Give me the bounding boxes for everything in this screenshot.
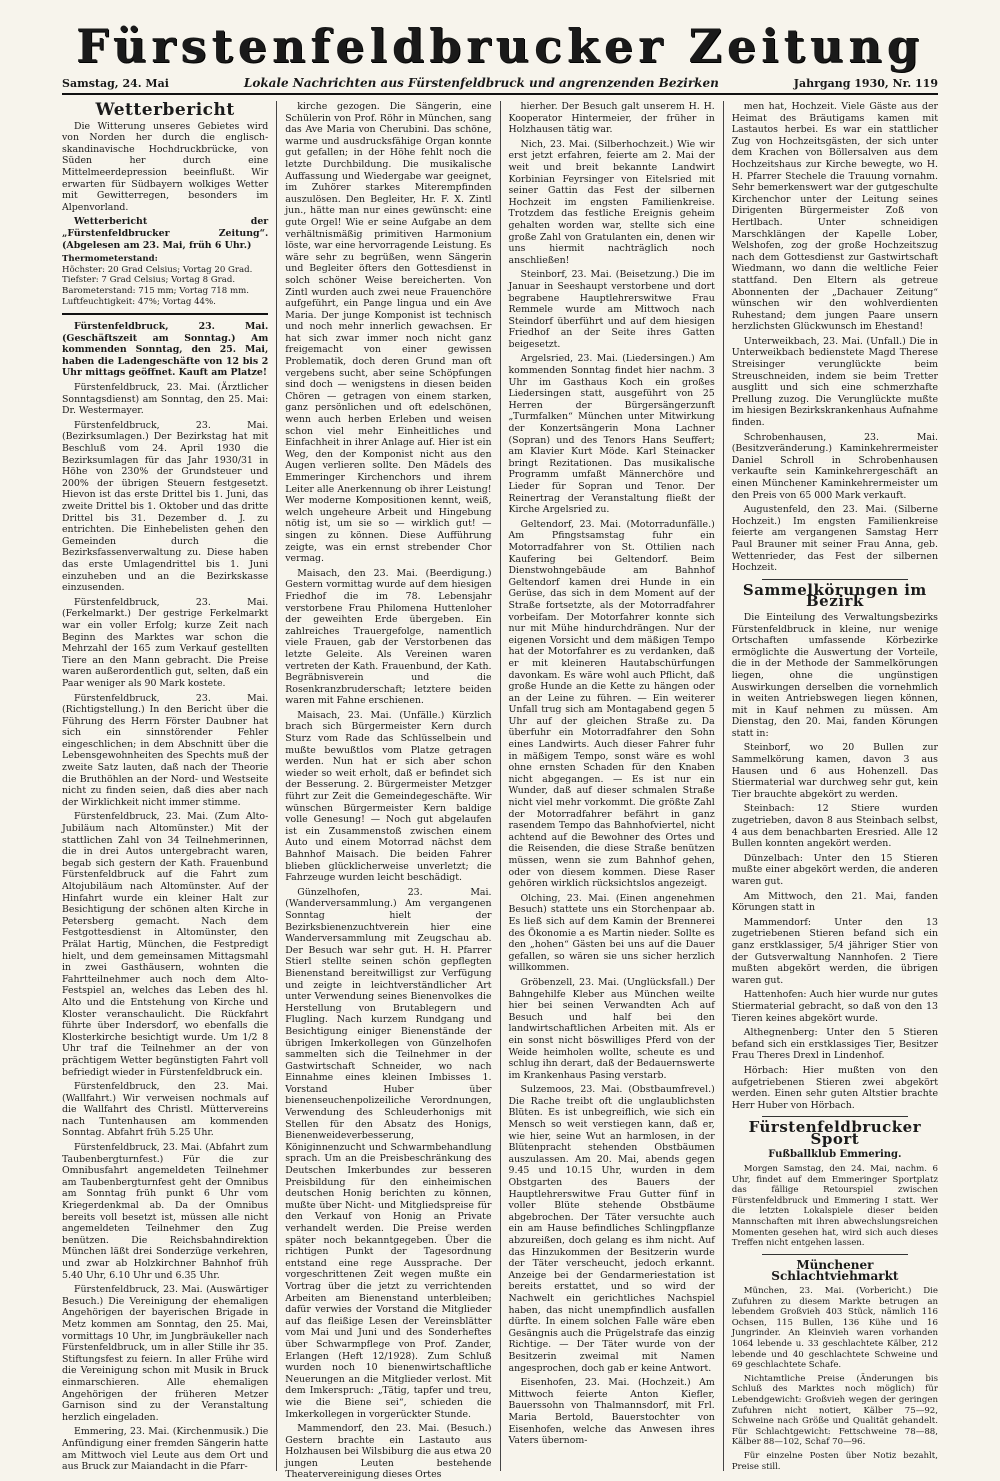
weather-subheading: Wetterbericht der „Fürstenfeldbrucker Zeitung“. (Abgelesen am 23. Mai, früh 6 Uhr.)	[62, 216, 269, 251]
issue-date: Samstag, 24. Mai	[62, 77, 169, 90]
article: Nichtamtliche Preise (Änderungen bis Schluß des Marktes noch möglich) für Lebendgewicht: Großvieh wegen der geringen Zufuhren nicht notiert, Kälber 75—92, Schweine nach Größe und Qualität gehandelt. Für Schlachtgewicht: Fettschweine 78—88, Kälber 88—102, Schaf 70—96.	[731, 1373, 938, 1448]
article: Steinbach: 12 Stiere wurden zugetrieben, davon 8 aus Steinbach selbst, 4 aus dem benachbarten Eresried. Alle 12 Bullen konnten angekört werden.	[731, 803, 938, 850]
article: Hörbach: Hier mußten von den aufgetriebenen Stieren zwei abgekört werden. Einen sehr guten Altstier brachte Herr Huber von Hörbach.	[731, 1064, 938, 1111]
article: Steinborf, wo 20 Bullen zur Sammelkörung kamen, davon 3 aus Hausen und 6 aus Hohenzell. Das Stiermaterial war durchweg sehr gut, kein Tier brauchte abgekört zu werden.	[731, 742, 938, 800]
market-heading: Münchener Schlachtviehmarkt	[771, 1257, 899, 1284]
barometer: Barometerstand: 715 mm; Vortag 718 mm.	[62, 285, 249, 296]
article: men hat, Hochzeit. Viele Gäste aus der Heimat des Bräutigams kamen mit Lastautos herbei. Es war ein stattlicher Zug von Hochzeitsgästen, der sich unter dem Krachen von Böllersalven aus dem Hochzeitshaus zur Kirche bewegte, wo H. H. Pfarrer Stechele die Trauung vornahm. Sehr bemerkenswert war der gutgeschulte Kirchenchor unter der Leitung seines Dirigenten Bürgermeister Zoß von Hertlbach. Unter schneidigen Marschklängen der Kapelle Lober, Welshofen, zog der große Hochzeitszug nach dem Gottesdienst zur Gastwirtschaft Wiedmann, wo dann die weltliche Feier stattfand. Den Eltern als getreue Abonnenten der „Dachauer Zeitung“ wünschen wir den wohlverdienten Ruhestand; dem jungen Paare unsern herzlichsten Glückwunsch im Ehestand!	[731, 101, 938, 333]
column-2	[276, 101, 492, 1481]
subtitle: Lokale Nachrichten aus Fürstenfeldbruck und angrenzenden Bezirken	[243, 76, 719, 90]
sport-subheading: Fußballklub Emmering.	[768, 1149, 902, 1161]
article: Mammendorf, den 23. Mai. (Besuch.) Gestern brachte ein Lastauto aus Holzhausen bei Wilsbiburg die aus etwa 20 jungen Leuten bestehende Theatervereinigung dieses Ortes	[285, 1423, 492, 1481]
article: Hattenhofen: Auch hier wurde nur gutes Stiermaterial gebracht, so daß von den 13 Tieren keines abgekört wurde.	[731, 989, 938, 1024]
article: Morgen Samstag, den 24. Mai, nachm. 6 Uhr, findet auf dem Emmeringer Sportplatz das fällige Retourspiel zwischen Fürstenfeldbruck und Emmering I statt. Wer die letzten Lokalspiele dieser beiden Mannschaften mit ihren abwechslungsreichen Momenten gesehen hat, wird sich auch dieses Treffen nicht entgehen lassen.	[731, 1164, 938, 1249]
article: Fürstenfeldbruck, 23. Mai. (Ärztlicher Sonntagsdienst) am Sonntag, den 25. Mai: Dr. Westermayer.	[62, 382, 269, 417]
dateline	[62, 74, 938, 95]
article: München, 23. Mai. (Vorbericht.) Die Zufuhren zu diesem Markte betrugen an lebendem Großvieh 403 Stück, nämlich 116 Ochsen, 115 Bullen, 136 Kühe und 16 Jungrinder. An Kleinvieh waren vorhanden 1064 lebende u. 33 geschlachtete Kälber, 212 lebende und 40 geschlachtete Schweine und 69 geschlachtete Schafe.	[731, 1286, 938, 1371]
article: Fürstenfeldbruck, 23. Mai. (Geschäftszeit am Sonntag.) Am kommenden Sonntag, den 25. Mai, haben die Ladengeschäfte von 12 bis 2 Uhr mittags geöffnet. Kauft am Platze!	[62, 321, 269, 379]
article: Geltendorf, 23. Mai. (Motorradunfälle.) Am Pfingstsamstag fuhr ein Motorradfahrer von St. Ottilien nach Kaufering bei Geltendorf. Beim Dienstwohngebäude am Bahnhof Geltendorf kamen drei Hunde in ein Gerüse, das sich in dem Moment auf der Straße fortsetzte, als der Motorradfahrer vorbeifam. Der Motorfahrer konnte sich nur mit Mühe hindurchdrängen. Nur der eigenen Vorsicht und dem mäßigen Tempo hat der Motorfahrer es zu verdanken, daß er mit kleineren Hautabschürfungen davonkam. Es wäre wohl auch Pflicht, daß große Hunde an die Kette zu hängen oder an der Leine zu führen. — Ein weiterer Unfall trug sich am Montagabend gegen 5 Uhr auf der gleichen Straße zu. Da überfuhr ein Motorradfahrer den Sohn eines Landwirts. Auch dieser Fahrer fuhr in mäßigem Tempo, sonst wäre es wohl ohne ernsten Schaden für den Knaben nicht abgegangen. — Es ist nur ein Wunder, daß auf dieser schmalen Straße nicht viel mehr vorkommt. Die größte Zahl der Motorradfahrer befährt in ganz rasendem Tempo das Bahnhofviertel, nicht achtend auf die Bewohner des Ortes und die Reisenden, die diese Straße benützen müssen, wenn sie zum Bahnhof gehen, oder von diesem kommen. Diese Raser gehören wirklich rücksichtslos angezeigt.	[508, 518, 715, 890]
article: Emmering, 23. Mai. (Kirchenmusik.) Die Anfündigung einer fremden Sängerin hatte am Mittwoch viel Leute aus dem Ort und aus Bruck zur Maiandacht in die Pfarr-	[62, 1426, 269, 1473]
article: hierher. Der Besuch galt unserem H. H. Kooperator Hintermeier, der früher in Holzhausen tätig war.	[508, 101, 715, 136]
article: Am Mittwoch, den 21. Mai, fanden Körungen statt in	[731, 890, 938, 914]
article: kirche gezogen. Die Sängerin, eine Schülerin von Prof. Röhr in München, sang das Ave Maria von Cherubini. Das schöne, warme und ausdrucksfähige Organ konnte gut gefallen; in der Höhe fehlt noch die letzte Durchbildung. Die musikalische Auffassung und Wiedergabe war geeignet, im Zuhörer starkes Miterempfinden auszulösen. Den Begleiter, Hr. F. X. Zintl jun., hätte man nur eines gewünscht: eine gute Orgel! Wie er seine Aufgabe an dem verhältnismäßig primitiven Harmonium löste, war eine hervorragende Leistung. Es wäre sehr zu begrüßen, wenn Sängerin und Begleiter öfters den Gottesdienst in solch schöner Weise bereicherten. Von Zintl wurden auch zwei neue Frauenchöre aufgeführt, ein Pange lingua und ein Ave Maria. Der junge Komponist ist technisch und noch mehr innerlich gewachsen. Er hat sich zwar immer noch nicht ganz freigemacht von einer gewissen Problematik, doch deren Grund man oft vergebens sucht, aber seine Schöpfungen sind doch — wenigstens in diesen beiden Chören — getragen von einem starken, ganz persönlichen und oft edelschönen, wenn auch herben Erleben und weisen schon viel mehr Einheitliches und Einfachheit in ihrer Anlage auf. Hier ist ein Weg, den der Komponist nicht aus den Augen verlieren sollte. Den Mädels des Emmeringer Kirchenchors und ihrem Leiter alle Anerkennung ob ihrer Leistung! Wer moderne Kompositionen kennt, weiß, welch ungeheure Arbeit und Hingebung nötig ist, um sie so — wirklich gut! — singen zu können. Diese Aufführung zeigte, was ein ernst strebender Chor vermag.	[285, 101, 492, 565]
thermometer-label: Thermometerstand:	[62, 254, 158, 265]
article: Mammendorf: Unter den 13 zugetriebenen Stieren befand sich ein ganz erstklassiger, 5/4 jähriger Stier von der Gutsverwaltung Nannhofen. 2 Tiere mußten abgekört werden, die übrigen waren gut.	[731, 916, 938, 986]
article: Fürstenfeldbruck, 23. Mai. (Bezirksumlagen.) Der Bezirkstag hat mit Beschluß vom 24. April 1930 die Bezirksumlagen für das Jahr 1930/31 in Höhe von 230% der Grundsteuer und 200% der übrigen Steuern festgesetzt. Hievon ist das erste Drittel bis 1. Juni, das zweite Drittel bis 1. Oktober und das dritte Drittel bis 31. Dezember d. J. zu entrichten. Die Einhebelisten gehen den Gemeinden durch die Bezirksfassenverwaltung zu. Diese haben das erste Umlagendrittel bis 1. Juni einzuheben und an die Bezirkskasse einzusenden.	[62, 419, 269, 594]
article: Fürstenfeldbruck, den 23. Mai. (Wallfahrt.) Wir verweisen nochmals auf die Wallfahrt des Christl. Müttervereins nach Tuntenhausen am kommenden Sonntag. Abfahrt früh 5.25 Uhr.	[62, 1081, 269, 1139]
sport-heading: Fürstenfeldbrucker Sport	[748, 1118, 922, 1148]
weather-text: Die Witterung unseres Gebietes wird von Norden her durch die englisch-skandinavische Hochdruckbrücke, von Süden her durch eine Mittelmeerdepression beeinflußt. Wir erwarten für Südbayern wolkiges Wetter mit Gewitterregen, besonders im Alpenvorland.	[62, 120, 269, 213]
article: Schrobenhausen, 23. Mai. (Besitzveränderung.) Kaminkehrermeister Daniel Schroll in Schrobenhausen verkaufte sein Kaminkehrergeschäft an einen Münchener Kaminkehrermeister um den Preis von 65 000 Mark verkauft.	[731, 431, 938, 501]
article: Fürstenfeldbruck, 23. Mai. (Ferkelmarkt.) Der gestrige Ferkelmarkt war ein voller Erfolg; kurze Zeit nach Beginn des Marktes war schon die Mehrzahl der 165 zum Verkauf gestellten Tiere an den Mann gebracht. Die Preise waren außerordentlich gut, selten, daß ein Paar weniger als 90 Mark kostete.	[62, 596, 269, 689]
article: Sulzemoos, 23. Mai. (Obstbaumfrevel.) Die Rache treibt oft die unglaublichsten Blüten. Es ist unbegreiflich, wie sich ein Mensch so weit verstiegen kann, daß er, wie hier, seine Wut an harmlosen, in der Blütenpracht stehenden Obstbäumen auszulassen. Am 20. Mai, abends gegen 9.45 und 10.15 Uhr, wurden in dem Obstgarten des Bauers der Hauptlehrerswitwe Frau Gutter fünf in voller Blüte stehende Obstbäume abgebrochen. Der Täter versuchte auch ein am Hause befindliches Schlingpflanze abzureißen, doch gelang es ihm nicht. Auf das Hinzukommen der Besitzerin wurde der Täter verscheucht, jedoch erkannt. Anzeige bei der Gendarmeriestation ist bereits erstattet, und so wird der Nachwelt ein gerichtliches Nachspiel haben, das nicht unempfindlich ausfallen dürfte. In einem solchen Falle wäre eben Gesängnis auch die Prügelstrafe das einzig Richtige. — Der Täter wurde von der Besitzerin zweimal mit Namen angesprochen, doch gab er keine Antwort.	[508, 1084, 715, 1374]
article: Günzelhofen, 23. Mai. (Wanderversammlung.) Am vergangenen Sonntag hielt der Bezirksbienenzuchtverein hier eine Wanderversammlung mit Zeugschau ab. Der Besuch war sehr gut. H. H. Pfarrer Stierl stellte seinen schön gepflegten Bienenstand bereitwilligst zur Verfügung und zeigte in leichtverständlicher Art unter Verwendung seines Bienenvolkes die Herstellung von Brutablegern und Flugling. Nach kurzem Rundgang und Besichtigung einiger Bienenstände der übrigen Imkerkollegen von Günzelhofen sammelten sich die Teilnehmer in der Gastwirtschaft Schneider, wo nach Einnahme eines kleinen Imbisses 1. Vorstand Huber über bienenseuchenpolizeiliche Verordnungen, Verwendung des Schleuderhonigs mit Stellen für den Absatz des Honigs, Bienenweideverbesserung, Königinnenzucht und Schwarmbehandlung sprach. Um an die Preisbeschränkung des Deutschen Imkerbundes zur besseren Preisbildung für den einheimischen deutschen Honig berichten zu können, mußte über Nicht- und Mitgliedspreise für den Verkauf von Honig an Private verhandelt werden. Die Preise werden später noch bekanntgegeben. Über die richtigen Punkt der Tagesordnung entstand eine rege Aussprache. Der vorgeschrittenen Zeit wegen mußte ein Vortrag über die jetzt zu verrichtenden Arbeiten am Bienenstand unterbleiben; dafür verwies der Vorstand die Mitglieder auf das fleißige Lesen der Vereinsblätter vom Mai und Juni und des Sonderheftes über Schwarmpflege von Prof. Zander, Erlangen (Heft 12/1928). Zum Schluß wurden noch 10 bienenwirtschaftliche Neuerungen an die Mitglieder verlost. Mit dem Imkerspruch: „Tätig, tapfer und treu, wie die Biene sei“, schieden die Imkerkollegen in vorgerückter Stunde.	[285, 886, 492, 1420]
article: Dünzelbach: Unter den 15 Stieren mußte einer abgekört werden, die anderen waren gut.	[731, 852, 938, 887]
column-1	[62, 101, 268, 1471]
article: Fürstenfeldbruck, 23. Mai. (Zum Alto-Jubiläum nach Altomünster.) Mit der stattlichen Zahl von 34 Teilnehmerinnen, die in drei Autos untergebracht waren, begab sich gestern der Kath. Frauenbund Fürstenfeldbruck auf die Fahrt zum Altojubiläum nach Altomünster. Auf der Hinfahrt wurde ein kleiner Halt zur Besichtigung der schönen alten Kirche in Petersberg gemacht. Nach dem Festgottesdienst in Altomünster, den Prälat Hartig, München, die Festpredigt hielt, und dem gemeinsamen Mittagsmahl in zwei Gasthäusern, wohnten die Fahrtteilnehmer auch noch dem Alto-Festspiel an, welches das Leben des hl. Alto und die Entstehung von Kirche und Kloster veranschaulicht. Die Rückfahrt führte über Indersdorf, wo ebenfalls die Klosterkirche besichtigt wurde. Um 1/2 8 Uhr traf die Teilnehmer an der von prächtigem Wetter begünstigten Fahrt voll befriedigt wieder in Fürstenfeldbruck ein.	[62, 811, 269, 1078]
article: Fürstenfeldbruck, 23. Mai. (Abfahrt zum Taubenbergturnfest.) Für die zur Omnibusfahrt angemeldeten Teilnehmer am Taubenbergturnfest geht der Omnibus am Sonntag früh punkt 6 Uhr vom Kriegerdenkmal ab. Da der Omnibus bereits voll besetzt ist, müssen alle nicht angemeldeten Teilnehmer den Zug benützen. Die Reichsbahndirektion München läßt drei Sonderzüge verkehren, und zwar ab Holzkirchner Bahnhof früh 5.40 Uhr, 6.10 Uhr und 6.35 Uhr.	[62, 1142, 269, 1281]
article: Augustenfeld, den 23. Mai. (Silberne Hochzeit.) Im engsten Familienkreise feierte am vergangenen Samstag Herr Paul Brauner mit seiner Frau Anna, geb. Wettenrieder, das Fest der silbernen Hochzeit.	[731, 504, 938, 574]
divider	[762, 579, 908, 580]
divider	[762, 1116, 908, 1117]
article: Maisach, den 23. Mai. (Beerdigung.) Gestern vormittag wurde auf dem hiesigen Friedhof die im 78. Lebensjahr verstorbene Frau Philomena Huttenloher der geweihten Erde übergeben. Ein zahlreiches Trauergefolge, namentlich viele Frauen, gab der Verstorbenen das letzte Geleite. Als Vereinen waren vertreten der Kath. Frauenbund, der Kath. Begräbnisverein und die Rosenkranzbruderschaft; letztere beiden waren mit Fahne erschienen.	[285, 567, 492, 707]
sammelkoerungen-heading: Sammelkörungen im Bezirk	[742, 580, 927, 611]
article: Fürstenfeldbruck, 23. Mai. (Auswärtiger Besuch.) Die Vereinigung der ehemaligen Angehörigen der bayerischen Brigade in Metz kommen am Sonntag, den 25. Mai, vormittags 10 Uhr, im Jungbräukeller nach Fürstenfeldbruck, um in aller Stille ihr 35. Stiftungsfest zu feiern. In aller Frühe wird die Vereinigung schon mit Musik in Bruck einmarschieren. Alle ehemaligen Angehörigen der früheren Metzer Garnison sind zu der Veranstaltung herzlich eingeladen.	[62, 1284, 269, 1423]
article: Für einzelne Posten über Notiz bezahlt, Preise still.	[731, 1450, 938, 1472]
article: Althegnenberg: Unter den 5 Stieren befand sich ein erstklassiges Tier, Besitzer Frau Theres Drexl in Lindenhof.	[731, 1027, 938, 1062]
humidity: Luftfeuchtigkeit: 47%; Vortag 44%.	[62, 296, 216, 307]
article: Steinborf, 23. Mai. (Beisetzung.) Die im Januar in Seeshaupt verstorbene und dort begrabene Hauptlehrerswitwe Frau Remmele wurde am Mittwoch nach Steindorf überführt und auf dem hiesigen Friedhof an der Seite ihres Gatten beigesetzt.	[508, 269, 715, 350]
column-4	[723, 101, 938, 1471]
columns	[62, 100, 938, 1481]
column-3	[500, 101, 715, 1471]
thermometer-low: Tiefster: 7 Grad Celsius; Vortag 8 Grad.	[62, 275, 236, 286]
issue-number: Jahrgang 1930, Nr. 119	[793, 77, 938, 90]
divider	[762, 1254, 908, 1255]
thermometer-high: Höchster: 20 Grad Celsius; Vortag 20 Grad.	[62, 264, 253, 275]
article: Nich, 23. Mai. (Silberhochzeit.) Wie wir erst jetzt erfahren, feierte am 2. Mai der weit und breit bekannte Landwirt Korbinian Feyrsinger von Eitelsried mit seiner Gattin das Fest der silbernen Hochzeit im engsten Familienkreise. Trotzdem das festliche Ereignis geheim gehalten worden war, stellte sich eine große Zahl von Gratulanten ein, denen wir uns hiermit nachträglich noch anschließen!	[508, 138, 715, 266]
article: Argelsried, 23. Mai. (Liedersingen.) Am kommenden Sonntag findet hier nachm. 3 Uhr im Gasthaus Koch ein großes Liedersingen statt, ausgeführt von 25 Herren der Bürgersängerzunft „Turmfalken“ München unter Mitwirkung der Konzertsängerin Mona Lachner (Sopran) und des Tenors Hans Seuffert; am Klavier Kurt Möde. Karl Steinacker bringt Rezitationen. Das musikalische Programm umfaßt Männerchöre und Lieder für Sopran und Tenor. Der Reinertrag der Veranstaltung fließt der Kirche Argelsried zu.	[508, 353, 715, 516]
article: Olching, 23. Mai. (Einen angenehmen Besuch) stattete uns ein Storchenpaar ab. Es ließ sich auf dem Kamin der Brennerei des Ökonomie a es Martin nieder. Sollte es den „hohen“ Gästen bei uns auf die Dauer gefallen, so wären sie uns sicher herzlich willkommen.	[508, 892, 715, 974]
article: Fürstenfeldbruck, 23. Mai. (Richtigstellung.) In den Bericht über die Führung des Herrn Förster Daubner hat sich ein sinnstörender Fehler eingeschlichen; in dem Abschnitt über die Lebensgewohnheiten des Spechts muß der zweite Satz lauten, daß nach der Theorie die Bruthöhlen an der Nord- und Westseite nicht zu finden seien, daß dies aber nach der Wirklichkeit nicht immer stimme.	[62, 692, 269, 808]
weather-heading: Wetterbericht	[95, 100, 235, 120]
masthead-title: Fürstenfeldbrucker Zeitung	[76, 19, 924, 73]
article: Maisach, 23. Mai. (Unfälle.) Kürzlich brach sich Bürgermeister Kern durch Sturz vom Rade das Schlüsselbein und mußte bewußtlos vom Platze getragen werden. Nun hat er sich aber schon wieder so weit erholt, daß er befindet sich der Besserung. 2. Bürgermeister Metzger führt zur Zeit die Gemeindegeschäfte. Wir wünschen Bürgermeister Kern baldige volle Genesung! — Noch gut abgelaufen ist ein Zusammenstoß zwischen einem Auto und einem Motorrad nächst dem Bahnhof Maisach. Die beiden Fahrer blieben glücklicherweise unverletzt; die Fahrzeuge wurden leicht beschädigt.	[285, 709, 492, 884]
divider	[62, 313, 268, 315]
article: Unterweikbach, 23. Mai. (Unfall.) Die in Unterweikbach bedienstete Magd Therese Streisinger verunglückte beim Streuschneiden, indem sie beim Tretter ausglitt und sich eine schmerzhafte Prellung zuzog. Die Verunglückte mußte im hiesigen Bezirkskrankenhaus Aufnahme finden.	[731, 335, 938, 429]
article: Gröbenzell, 23. Mai. (Unglücksfall.) Der Bahngehilfe Kleber aus München weilte hier bei seinen Verwandten Ach auf Besuch und half bei den landwirtschaftlichen Arbeiten mit. Als er ein sonst nicht böswilliges Pferd von der Weide heimholen wollte, scheute es und schlug ihn derart, daß der Bedauernswerte im Krankenhaus Pasing verstarb.	[508, 976, 715, 1081]
article: Die Einteilung des Verwaltungsbezirks Fürstenfeldbruck in kleine, nur wenige Ortschaften umfassende Körbezirke ermöglichte die Auswertung der Vorteile, die in der Methode der Sammelkörungen liegen, ohne die ungünstigen Auswirkungen derselben die vornehmlich in weiten Antriebswegen liegen können, mit in Kauf nehmen zu müssen. Am Dienstag, den 20. Mai, fanden Körungen statt in:	[731, 611, 938, 739]
article: Eisenhofen, 23. Mai. (Hochzeit.) Am Mittwoch feierte Anton Kiefler, Bauerssohn von Thalmannsdorf, mit Frl. Maria Bertold, Bauerstochter von Eisenhofen, welche das Anwesen ihres Vaters übernom-	[508, 1377, 715, 1447]
